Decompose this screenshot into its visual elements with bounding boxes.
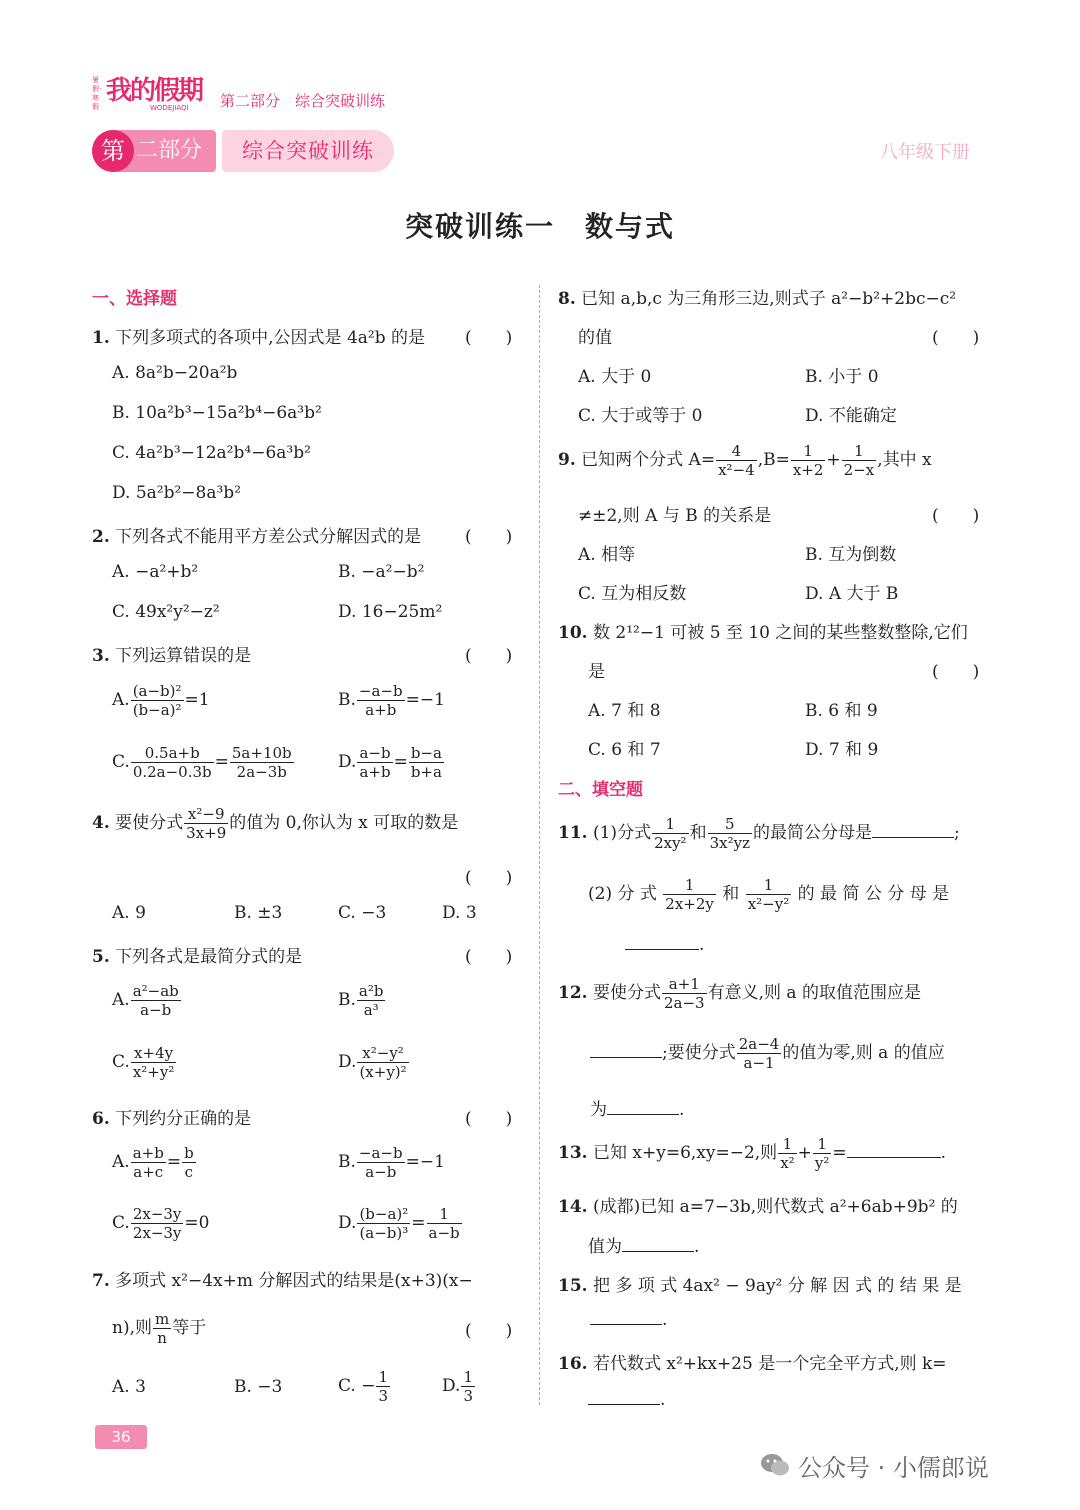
q7-stem-line2: [112, 1310, 206, 1347]
q12-l2-post: 的值为零,则 a 的值应: [782, 1043, 945, 1063]
q11-part2-line2: [625, 935, 704, 955]
q9-line2: ≠±2,则 A 与 B 的关系是: [578, 506, 772, 526]
q7-option-a: A. 3: [112, 1377, 146, 1397]
q12-stem: [558, 975, 921, 1012]
q2-stem: [92, 522, 421, 547]
q6-b-label: B.: [338, 1152, 356, 1172]
q3-b-result: =−1: [405, 690, 445, 710]
q6-a-label: A.: [112, 1152, 130, 1172]
part-circle: 第: [92, 130, 134, 172]
q10-stem: [558, 618, 968, 643]
q3-d-num1: a−b: [359, 744, 391, 762]
q12-pre: 要使分式: [592, 983, 661, 1003]
q6-a-den1: a+c: [133, 1163, 164, 1181]
q7-option-c: [338, 1368, 391, 1405]
q11-p2-fraction-2: [746, 876, 792, 913]
q16-line1: 若代数式 x²+kx+25 是一个完全平方式,则 k=: [592, 1354, 947, 1374]
q4-option-c: C. −3: [338, 903, 387, 923]
q8-option-c: C. 大于或等于 0: [578, 406, 703, 426]
q5-option-a: [112, 982, 182, 1019]
logo-text: 我的假期: [106, 76, 203, 106]
q6-a-eq: =: [166, 1152, 182, 1172]
q10-option-a: A. 7 和 8: [588, 701, 661, 721]
q12-blank-1[interactable]: [590, 1057, 662, 1058]
q13-stem: [558, 1135, 946, 1172]
q1-number: 1.: [92, 328, 110, 348]
q15-number: 15.: [558, 1276, 588, 1296]
q9-stem: [558, 442, 932, 479]
q15-stem: [558, 1271, 962, 1296]
q7-line2-post: 等于: [172, 1318, 207, 1338]
q11-part2: [588, 876, 949, 913]
breadcrumb: 第二部分 综合突破训练: [220, 92, 386, 110]
q5-d-den: (x+y)²: [359, 1063, 407, 1081]
q13-blank[interactable]: [847, 1157, 941, 1158]
q4-answer-paren[interactable]: ( ): [465, 868, 513, 888]
q1-text: 下列多项式的各项中,公因式是 4a²b 的是: [115, 328, 426, 348]
q5-b-num: a²b: [358, 982, 384, 1000]
q13-den2: y²: [814, 1154, 830, 1172]
q3-d-eq: =: [393, 752, 408, 772]
q7-option-d: [442, 1368, 476, 1405]
q9-b-num1: 1: [791, 442, 826, 461]
q9-answer-paren[interactable]: ( ): [932, 506, 980, 526]
q5-d-label: D.: [338, 1052, 357, 1072]
q11-p2-end: .: [699, 935, 705, 955]
q6-c-den: 2x−3y: [132, 1224, 182, 1242]
q5-a-den: a−b: [140, 1001, 172, 1019]
q6-option-d: [338, 1205, 463, 1242]
q6-b-result: =−1: [405, 1152, 445, 1172]
q3-option-d: [338, 744, 445, 781]
q11-p2-and: 和: [722, 884, 740, 904]
q11-p2-pre: (2) 分 式: [588, 884, 657, 904]
q13-num1: 1: [778, 1135, 796, 1154]
q12-num2: 2a−4: [738, 1035, 780, 1053]
q12-line2: [590, 1035, 945, 1072]
q3-c-num1: 0.5a+b: [131, 744, 214, 763]
q6-option-b: [338, 1144, 445, 1181]
q2-answer-paren[interactable]: ( ): [465, 527, 513, 547]
q7-d-num: 1: [463, 1368, 473, 1386]
q5-option-d: [338, 1044, 410, 1081]
q14-end: .: [694, 1237, 700, 1257]
q7-num: m: [155, 1310, 170, 1328]
q1-option-d: D. 5a²b²−8a³b²: [112, 483, 242, 503]
q16-number: 16.: [558, 1354, 588, 1374]
q9-b-num2: 1: [842, 442, 877, 461]
q3-c-num2: 5a+10b: [231, 744, 292, 762]
q6-c-num: 2x−3y: [132, 1205, 182, 1223]
q12-post: 有意义,则 a 的取值范围应是: [707, 983, 921, 1003]
q13-end: .: [940, 1143, 947, 1163]
q9-b-fraction-1: [791, 442, 826, 479]
watermark: 公众号 · 小儒郎说: [798, 1454, 989, 1482]
q6-option-a: [112, 1144, 197, 1181]
q10-option-c: C. 6 和 7: [588, 740, 661, 760]
q13-fraction-2: [813, 1135, 832, 1172]
q12-den1: 2a−3: [663, 994, 705, 1012]
q7-c-num: 1: [378, 1368, 388, 1386]
q13-fraction-1: [778, 1135, 796, 1172]
q16-line2: [588, 1390, 665, 1410]
q9-b-den1: x+2: [792, 461, 824, 479]
q6-d-fraction-2: [427, 1205, 462, 1242]
q7-number: 7.: [92, 1271, 110, 1291]
q11-p2-num1: 1: [663, 876, 716, 895]
q7-option-b: B. −3: [234, 1377, 283, 1397]
page-number: 36: [95, 1425, 147, 1449]
q7-d-fraction: [461, 1368, 475, 1405]
q12-l3-pre: 为: [590, 1100, 607, 1120]
q11-p1-and: 和: [689, 823, 707, 843]
q5-b-label: B.: [338, 990, 356, 1010]
q14-line1: (成都)已知 a=7−3b,则代数式 a²+6ab+9b² 的: [592, 1197, 958, 1217]
q6-answer-paren[interactable]: ( ): [465, 1109, 513, 1129]
q12-l3-end: .: [679, 1100, 685, 1120]
q12-num1: a+1: [662, 975, 707, 994]
q11-blank-1[interactable]: [872, 837, 954, 838]
q11-p1-num1: 1: [652, 815, 689, 834]
q5-number: 5.: [92, 947, 110, 967]
q6-d-num2: 1: [427, 1205, 462, 1224]
q6-text: 下列约分正确的是: [115, 1109, 252, 1129]
q11-p1-den1: 2xy²: [654, 834, 687, 852]
q6-d-den1: (a−b)³: [359, 1224, 409, 1242]
q8-line1: 已知 a,b,c 为三角形三边,则式子 a²−b²+2bc−c²: [581, 289, 957, 309]
q3-number: 3.: [92, 646, 110, 666]
q7-c-label: C. −: [338, 1376, 376, 1396]
q10-option-b: B. 6 和 9: [805, 701, 878, 721]
q12-fraction-2: [737, 1035, 782, 1072]
q7-answer-paren[interactable]: ( ): [465, 1321, 513, 1341]
q6-d-fraction-1: [357, 1205, 410, 1242]
q10-number: 10.: [558, 623, 588, 643]
q5-c-fraction: [131, 1044, 177, 1081]
q1-option-b: B. 10a²b³−15a²b⁴−6a³b²: [112, 403, 322, 423]
q6-a-den2: c: [184, 1163, 194, 1181]
q3-c-den2: 2a−3b: [236, 763, 287, 781]
q4-option-a: A. 9: [112, 903, 146, 923]
q6-a-num1: a+b: [132, 1144, 164, 1162]
wechat-icon: [760, 1452, 790, 1478]
q8-option-b: B. 小于 0: [805, 367, 879, 387]
q14-stem: [558, 1192, 958, 1217]
q3-option-a: [112, 682, 210, 719]
q9-option-d: D. A 大于 B: [805, 584, 899, 604]
q16-blank[interactable]: [588, 1404, 660, 1405]
q9-b-den2: 2−x: [843, 461, 875, 479]
q2-option-b: B. −a²−b²: [338, 562, 425, 582]
q13-number: 13.: [558, 1143, 588, 1163]
q14-line2: [588, 1232, 699, 1257]
grade-label: 八年级下册: [880, 142, 970, 163]
q6-c-result: =0: [184, 1213, 210, 1233]
q11-p1-fraction-1: [652, 815, 689, 852]
q11-part1: [558, 815, 960, 852]
q9-plus: +: [826, 450, 841, 470]
q4-option-b: B. ±3: [234, 903, 283, 923]
q6-a-num2: b: [184, 1144, 194, 1162]
q14-blank[interactable]: [622, 1251, 694, 1252]
q9-post: ,其中 x: [877, 450, 932, 470]
q5-b-fraction: [357, 982, 386, 1019]
page-title: 突破训练一 数与式: [404, 210, 675, 243]
q6-a-fraction-1: [131, 1144, 166, 1181]
q16-end: .: [660, 1390, 666, 1410]
q10-answer-paren[interactable]: ( ): [932, 662, 980, 682]
q5-c-num: x+4y: [131, 1044, 177, 1063]
q5-stem: [92, 942, 302, 967]
q7-fraction: [153, 1310, 171, 1347]
q4-pre: 要使分式: [115, 813, 184, 833]
q11-p1-num2: 5: [708, 815, 752, 834]
q9-option-b: B. 互为倒数: [805, 545, 897, 565]
q5-a-fraction: [131, 982, 181, 1019]
logo-tiny-text: 暑假·寒假: [92, 76, 102, 111]
q4-option-d: D. 3: [442, 903, 477, 923]
part-title: 综合突破训练: [222, 130, 394, 172]
q5-a-num: a²−ab: [132, 982, 179, 1000]
q2-option-d: D. 16−25m²: [338, 602, 443, 622]
section-choice: 一、选择题: [92, 289, 177, 309]
q3-b-fraction: [357, 682, 405, 719]
q15-end: .: [662, 1310, 668, 1330]
q3-text: 下列运算错误的是: [115, 646, 252, 666]
q5-option-b: [338, 982, 386, 1019]
q9-option-a: A. 相等: [578, 545, 636, 565]
q9-a-den: x²−4: [718, 461, 755, 479]
part-label: 二部分: [136, 138, 203, 163]
q8-stem: [558, 284, 956, 309]
q12-fraction-1: [662, 975, 707, 1012]
q3-c-label: C.: [112, 752, 130, 772]
q12-den2: a−1: [743, 1054, 775, 1072]
q5-d-fraction: [357, 1044, 408, 1081]
q10-option-d: D. 7 和 9: [805, 740, 879, 760]
q14-number: 14.: [558, 1197, 588, 1217]
q3-a-num: (a−b)²: [132, 682, 182, 700]
q13-plus: +: [797, 1143, 812, 1163]
q1-answer-paren[interactable]: ( ): [465, 328, 513, 348]
q11-p1-post: 的最简公分母是: [752, 823, 872, 843]
q3-stem: [92, 641, 251, 666]
q7-c-den: 3: [378, 1387, 388, 1405]
q5-b-den: a³: [363, 1001, 379, 1019]
q3-b-num: −a−b: [358, 682, 403, 700]
q6-a-fraction-2: [182, 1144, 196, 1181]
q7-d-label: D.: [442, 1376, 461, 1396]
q5-a-label: A.: [112, 990, 130, 1010]
q3-d-num2: b−a: [410, 744, 442, 762]
q8-number: 8.: [558, 289, 576, 309]
q7-d-den: 3: [463, 1387, 473, 1405]
q8-line2: 的值: [578, 328, 612, 348]
q2-option-a: A. −a²+b²: [112, 562, 199, 582]
q6-c-fraction: [131, 1205, 184, 1242]
q10-line1: 数 2¹²−1 可被 5 至 10 之间的某些整数整除,它们: [592, 623, 968, 643]
q3-c-fraction-1: [131, 744, 214, 781]
q6-b-num: −a−b: [358, 1144, 403, 1162]
q7-den: n: [157, 1329, 167, 1347]
q4-stem: [92, 805, 458, 842]
q3-option-b: [338, 682, 445, 719]
q2-option-c: C. 49x²y²−z²: [112, 602, 220, 622]
q4-den: 3x+9: [186, 824, 227, 842]
q3-d-fraction-2: [409, 744, 444, 781]
q11-p2-den1: 2x+2y: [665, 895, 714, 913]
q11-p1-pre: (1)分式: [592, 823, 652, 843]
q9-mid: ,B=: [757, 450, 790, 470]
q7-c-fraction: [376, 1368, 390, 1405]
q12-blank-2[interactable]: [607, 1114, 679, 1115]
q1-option-c: C. 4a²b³−12a²b⁴−6a³b²: [112, 443, 311, 463]
q6-stem: [92, 1104, 251, 1129]
q9-number: 9.: [558, 450, 576, 470]
q9-pre: 已知两个分式 A=: [581, 450, 716, 470]
q13-eq: =: [832, 1143, 847, 1163]
q5-d-num: x²−y²: [357, 1044, 408, 1063]
q3-a-label: A.: [112, 690, 130, 710]
q11-p2-den2: x²−y²: [747, 895, 790, 913]
q3-a-result: =1: [184, 690, 210, 710]
q11-p1-den2: 3x²yz: [709, 834, 750, 852]
q3-c-den1: 0.2a−0.3b: [132, 763, 212, 781]
q9-a-num: 4: [716, 442, 757, 461]
q15-blank[interactable]: [590, 1324, 662, 1325]
q11-blank-2[interactable]: [625, 949, 699, 950]
q11-p1-fraction-2: [708, 815, 752, 852]
q15-line2: [590, 1310, 667, 1330]
q12-line3: [590, 1095, 684, 1120]
q4-num: x²−9: [184, 805, 228, 824]
q4-fraction: [184, 805, 228, 842]
q9-a-fraction: [716, 442, 757, 479]
q15-line1: 把 多 项 式 4ax² − 9ay² 分 解 因 式 的 结 果 是: [592, 1276, 962, 1296]
section-fill: 二、填空题: [558, 780, 643, 800]
column-divider: [539, 285, 540, 1405]
q1-option-a: A. 8a²b−20a²b: [112, 363, 238, 383]
q6-option-c: [112, 1205, 209, 1242]
logo-subtext: WODEJIAQI: [150, 104, 189, 112]
q3-a-fraction: [131, 682, 184, 719]
q9-option-c: C. 互为相反数: [578, 584, 687, 604]
q12-number: 12.: [558, 983, 588, 1003]
q6-d-num1: (b−a)²: [359, 1205, 409, 1223]
q3-b-den: a+b: [365, 701, 397, 719]
q13-den1: x²: [780, 1154, 795, 1172]
q1-stem: [92, 323, 425, 348]
q11-number: 11.: [558, 823, 588, 843]
q6-b-den: a−b: [365, 1163, 397, 1181]
q3-d-label: D.: [338, 752, 357, 772]
q13-num2: 1: [813, 1135, 832, 1154]
logo: [92, 70, 212, 112]
q3-b-label: B.: [338, 690, 356, 710]
q3-d-den2: b+a: [410, 763, 442, 781]
q3-option-c: [112, 744, 295, 781]
q7-line2-pre: n),则: [112, 1318, 152, 1338]
q3-c-eq: =: [214, 752, 229, 772]
q2-text: 下列各式不能用平方差公式分解因式的是: [115, 527, 422, 547]
q11-p2-fraction-1: [663, 876, 716, 913]
q13-pre: 已知 x+y=6,xy=−2,则: [592, 1143, 778, 1163]
q9-b-fraction-2: [842, 442, 877, 479]
q16-stem: [558, 1349, 947, 1374]
q5-option-c: [112, 1044, 177, 1081]
q12-l2-mid: ;要使分式: [662, 1043, 736, 1063]
q6-d-label: D.: [338, 1213, 357, 1233]
q8-answer-paren[interactable]: ( ): [932, 328, 980, 348]
q7-stem: [92, 1266, 473, 1291]
q5-text: 下列各式是最简分式的是: [115, 947, 303, 967]
q6-b-fraction: [357, 1144, 405, 1181]
q6-c-label: C.: [112, 1213, 130, 1233]
q5-c-den: x²+y²: [132, 1063, 175, 1081]
q3-answer-paren[interactable]: ( ): [465, 646, 513, 666]
q7-line1: 多项式 x²−4x+m 分解因式的结果是(x+3)(x−: [115, 1271, 473, 1291]
q3-a-den: (b−a)²: [132, 701, 182, 719]
q8-option-a: A. 大于 0: [578, 367, 652, 387]
q5-c-label: C.: [112, 1052, 130, 1072]
q3-d-den1: a+b: [359, 763, 391, 781]
q4-number: 4.: [92, 813, 110, 833]
q8-option-d: D. 不能确定: [805, 406, 897, 426]
q11-p2-num2: 1: [746, 876, 792, 895]
q6-number: 6.: [92, 1109, 110, 1129]
q11-p2-post: 的 最 简 公 分 母 是: [797, 884, 950, 904]
q2-number: 2.: [92, 527, 110, 547]
q14-line2-text: 值为: [588, 1237, 622, 1257]
q11-p1-end: ;: [953, 823, 960, 843]
q6-d-den2: a−b: [428, 1224, 460, 1242]
q3-d-fraction-1: [357, 744, 392, 781]
q6-d-eq: =: [411, 1213, 426, 1233]
q4-post: 的值为 0,你认为 x 可取的数是: [229, 813, 459, 833]
q5-answer-paren[interactable]: ( ): [465, 947, 513, 967]
q3-c-fraction-2: [230, 744, 294, 781]
q10-line2: 是: [588, 662, 605, 682]
